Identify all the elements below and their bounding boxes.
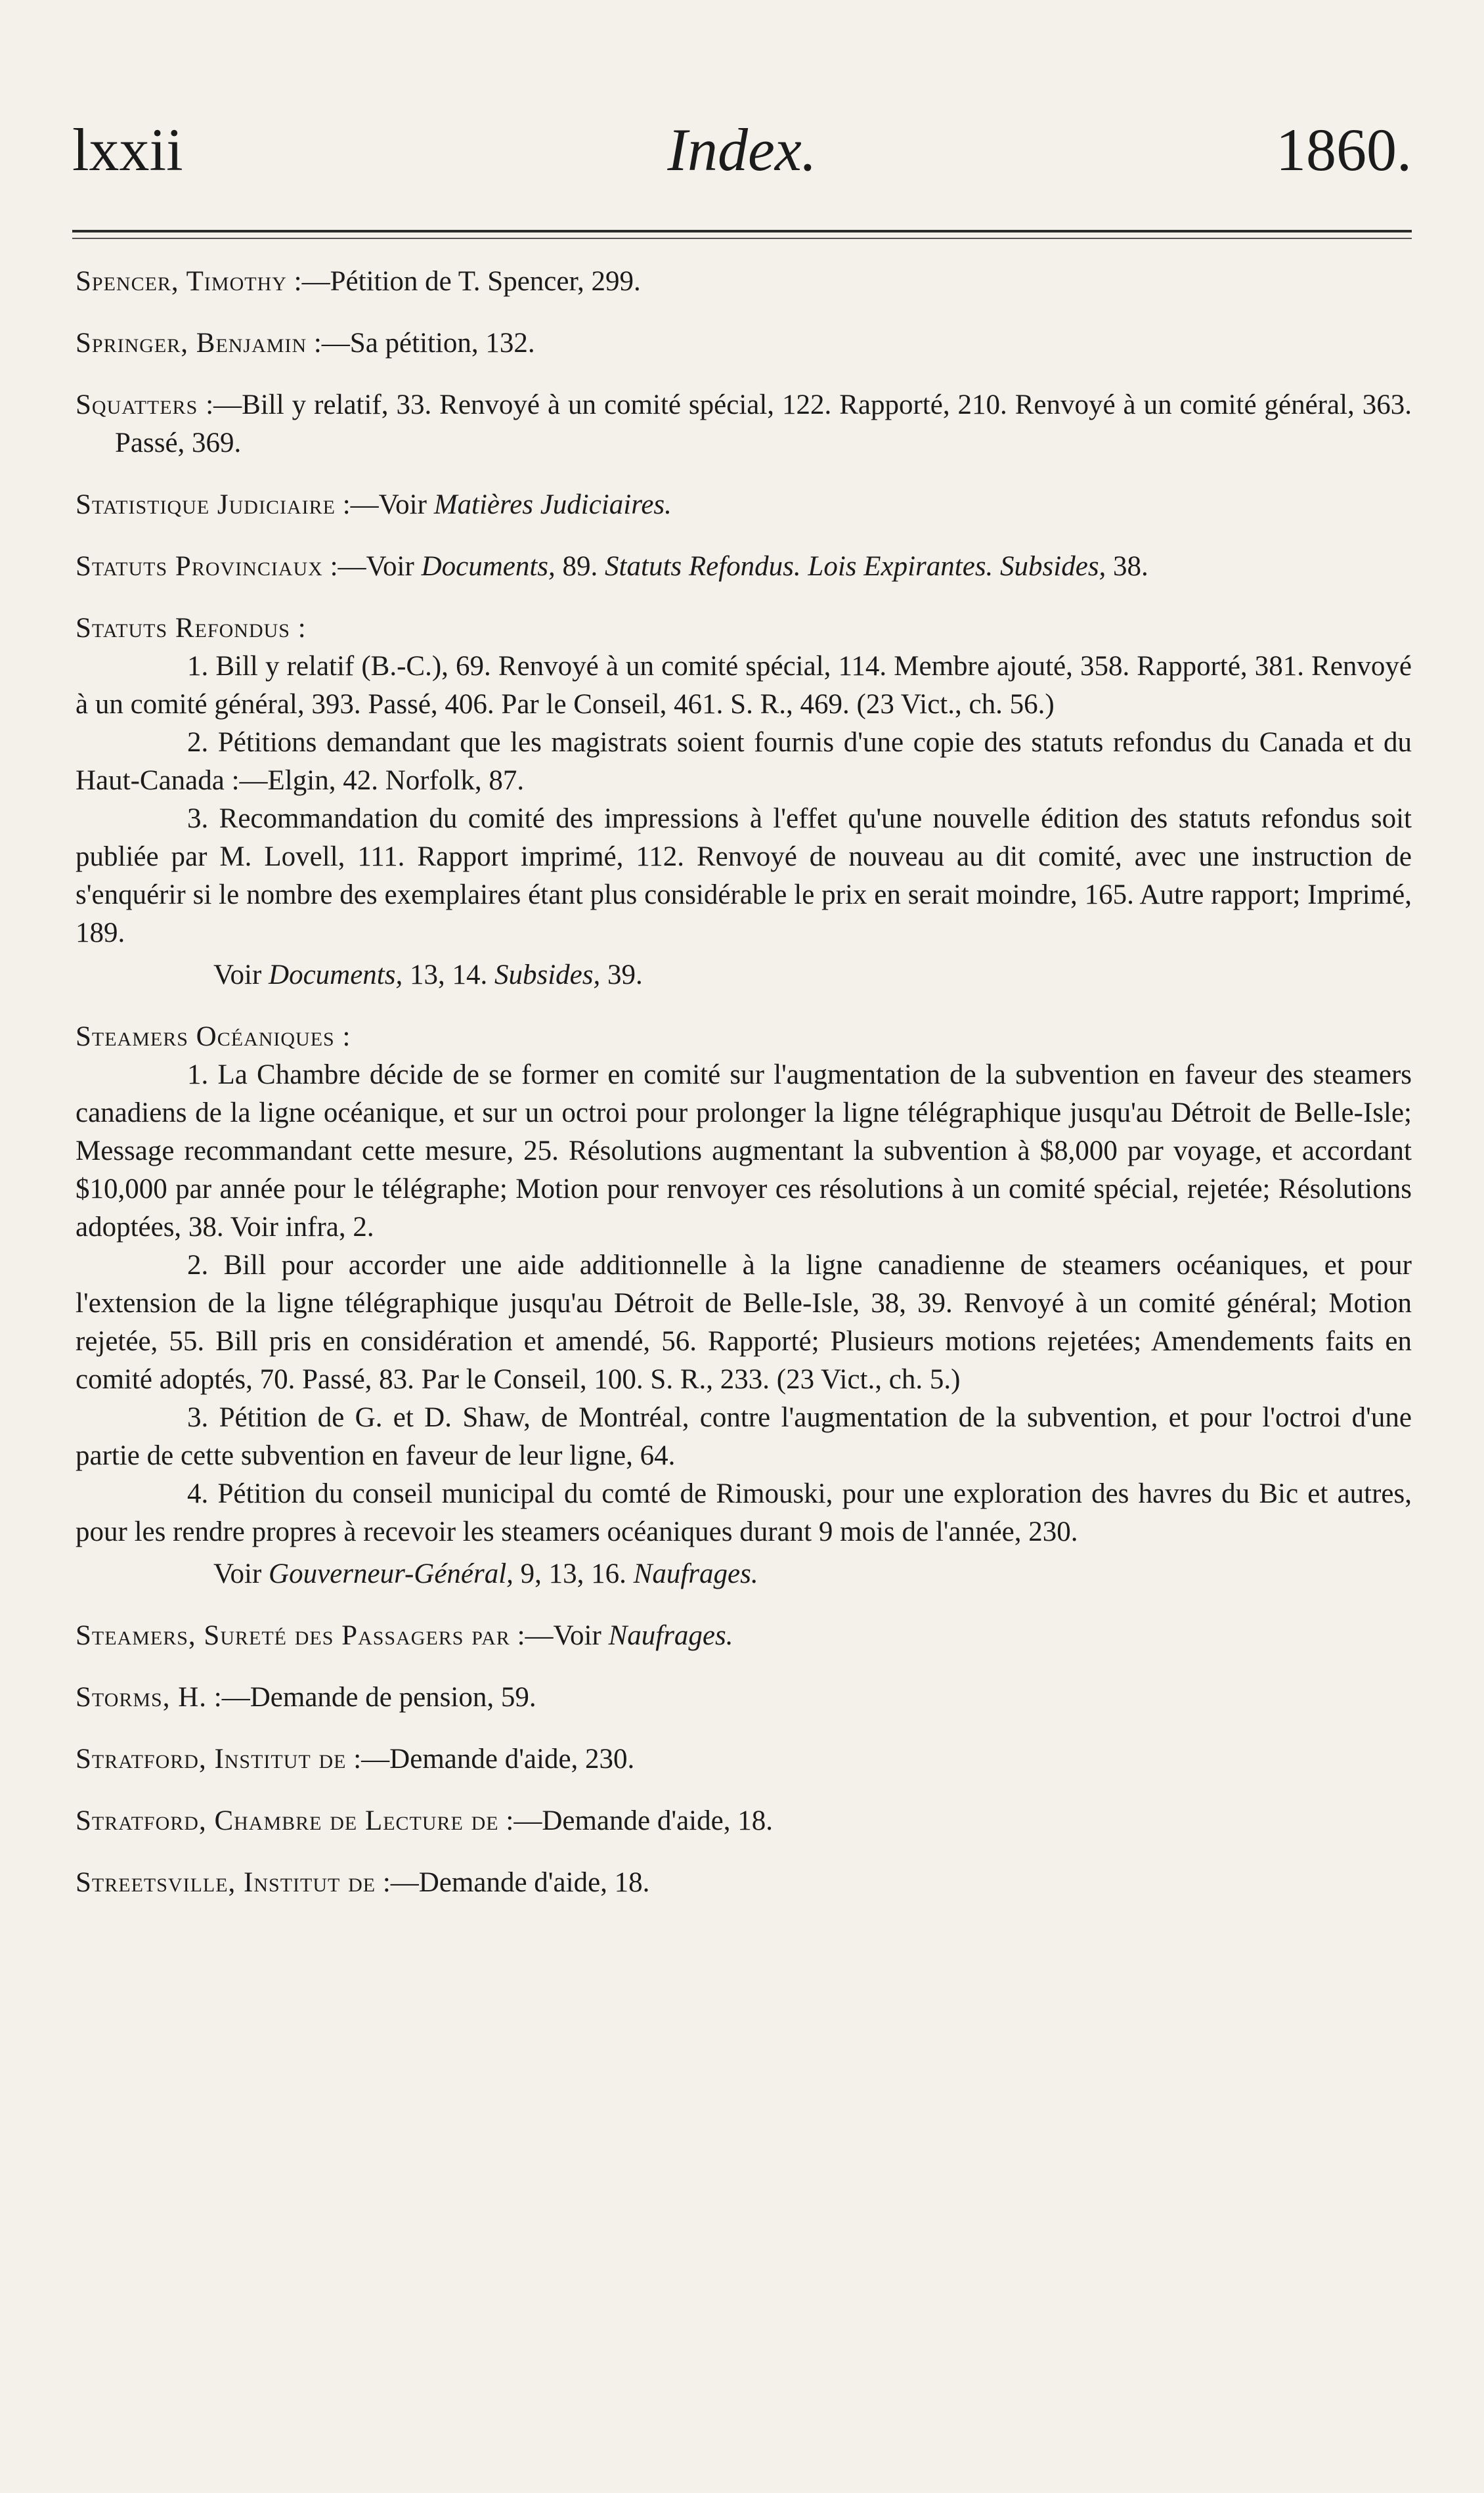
page-header bbox=[72, 115, 1412, 187]
entry-heading: Stratford, Institut de bbox=[76, 1744, 347, 1775]
entry-text: 13, 14. bbox=[403, 960, 494, 990]
entry-heading: Springer, Benjamin bbox=[76, 328, 307, 359]
page-title: Index. bbox=[667, 116, 817, 183]
entry-crossref: Gouverneur-Général, bbox=[269, 1558, 513, 1589]
voir-label: Voir bbox=[213, 960, 269, 990]
entry-heading: Spencer, Timothy bbox=[76, 266, 287, 297]
index-entry-statistique bbox=[76, 486, 1412, 524]
entry-text: :—Voir bbox=[335, 489, 434, 520]
entry-crossref: Statuts Refondus. Lois Expirantes. Subsides, bbox=[605, 551, 1106, 582]
entry-text: :—Bill y relatif, 33. Renvoyé à un comité spécial, 122. Rapporté, 210. Renvoyé à un comité général, 363. Passé, 369. bbox=[115, 389, 1412, 458]
index-entry-stratford-institut bbox=[76, 1740, 1412, 1778]
index-entry-steamers-oceaniques bbox=[76, 1018, 1412, 1593]
index-entry-statuts-provinciaux bbox=[76, 548, 1412, 586]
entry-text: :—Sa pétition, 132. bbox=[307, 328, 535, 359]
index-entry-statuts-refondus bbox=[76, 609, 1412, 994]
entry-text: 39. bbox=[600, 960, 643, 990]
header-rule bbox=[72, 230, 1412, 232]
entry-text: 9, 13, 16. bbox=[513, 1558, 634, 1589]
entry-text: :—Voir bbox=[322, 551, 422, 582]
entry-text: :—Pétition de T. Spencer, 299. bbox=[286, 266, 641, 297]
entry-heading: Storms, H. bbox=[76, 1682, 207, 1713]
entry-voir bbox=[76, 956, 1412, 994]
entry-item: 3. Recommandation du comité des impressions à l'effet qu'une nouvelle édition des statuts refondus soit publiée par M. Lovell, 111. Rapport imprimé, 112. Renvoyé de nouveau au dit comité, avec une instruction de s'enquérir si le nombre des exemplaires étant plus considérable le prix en serait moindre, 165. Autre rapport; Imprimé, 189. bbox=[76, 803, 1412, 948]
index-entry-spencer bbox=[76, 263, 1412, 301]
entry-text: 89. bbox=[555, 551, 605, 582]
entry-heading: Stratford, Chambre de Lecture de bbox=[76, 1805, 499, 1836]
entry-text: :—Voir bbox=[510, 1620, 609, 1651]
page-number: lxxii bbox=[72, 116, 183, 183]
index-body bbox=[76, 263, 1412, 1926]
entry-heading: Squatters bbox=[76, 389, 198, 420]
entry-voir bbox=[76, 1555, 1412, 1593]
entry-item: 2. Pétitions demandant que les magistrats soient fournis d'une copie des statuts refondus du Canada et du Haut-Canada :—Elgin, 42. Norfolk, 87. bbox=[76, 727, 1412, 796]
entry-heading: Statuts Provinciaux bbox=[76, 551, 323, 582]
entry-text: :—Demande d'aide, 18. bbox=[376, 1867, 650, 1898]
voir-label: Voir bbox=[213, 1558, 269, 1589]
index-entry-springer bbox=[76, 324, 1412, 363]
index-entry-squatters bbox=[76, 386, 1412, 462]
entry-heading: Streetsville, Institut de bbox=[76, 1867, 376, 1898]
entry-crossref: Naufrages. bbox=[608, 1620, 733, 1651]
entry-text: :—Demande d'aide, 230. bbox=[346, 1744, 635, 1775]
entry-crossref: Subsides, bbox=[494, 960, 601, 990]
entry-text: 38. bbox=[1106, 551, 1148, 582]
entry-heading: Statistique Judiciaire bbox=[76, 489, 336, 520]
header-rule-thin bbox=[72, 238, 1412, 239]
page-year: 1860. bbox=[1276, 116, 1412, 183]
entry-crossref: Naufrages. bbox=[633, 1558, 758, 1589]
entry-item: 4. Pétition du conseil municipal du comté de Rimouski, pour une exploration des havres du Bic et autres, pour les rendre propres à recevoir les steamers océaniques durant 9 mois de l'année, 230. bbox=[76, 1478, 1412, 1547]
entry-crossref: Documents, bbox=[269, 960, 403, 990]
entry-item: 1. Bill y relatif (B.-C.), 69. Renvoyé à un comité spécial, 114. Membre ajouté, 358. Rapporté, 381. Renvoyé à un comité général, 393. Passé, 406. Par le Conseil, 461. S. R., 469. (23 Vict., ch. 56.) bbox=[76, 651, 1412, 720]
index-entry-streetsville bbox=[76, 1864, 1412, 1902]
index-entry-stratford-chambre bbox=[76, 1802, 1412, 1840]
entry-crossref: Documents, bbox=[421, 551, 556, 582]
entry-text: :—Demande d'aide, 18. bbox=[498, 1805, 773, 1836]
index-entry-steamers-surete bbox=[76, 1617, 1412, 1655]
entry-heading: Steamers, Sureté des Passagers par bbox=[76, 1620, 510, 1651]
entry-text: :—Demande de pension, 59. bbox=[207, 1682, 536, 1713]
entry-heading: Steamers Océaniques : bbox=[76, 1021, 351, 1052]
entry-item: 2. Bill pour accorder une aide additionnelle à la ligne canadienne de steamers océaniques, et pour l'extension de la ligne télégraphique jusqu'au Détroit de Belle-Isle, 38, 39. Renvoyé à un comité général; Motion rejetée, 55. Bill pris en considération et amendé, 56. Rapporté; Plusieurs motions rejetées; Amendements faits en comité adoptés, 70. Passé, 83. Par le Conseil, 100. S. R., 233. (23 Vict., ch. 5.) bbox=[76, 1250, 1412, 1395]
entry-item: 3. Pétition de G. et D. Shaw, de Montréal, contre l'augmentation de la subvention, et pour l'octroi d'une partie de cette subvention en faveur de leur ligne, 64. bbox=[76, 1402, 1412, 1471]
entry-crossref: Matières Judiciaires. bbox=[433, 489, 672, 520]
entry-heading: Statuts Refondus : bbox=[76, 613, 307, 644]
entry-item: 1. La Chambre décide de se former en comité sur l'augmentation de la subvention en faveur des steamers canadiens de la ligne océanique, et sur un octroi pour prolonger la ligne télégraphique jusqu'au Détroit de Belle-Isle; Message recommandant cette mesure, 25. Résolutions augmentant la subvention à $8,000 par voyage, et accordant $10,000 par année pour le télégraphe; Motion pour renvoyer ces résolutions à un comité spécial, rejetée; Résolutions adoptées, 38. Voir infra, 2. bbox=[76, 1059, 1412, 1243]
index-entry-storms bbox=[76, 1679, 1412, 1717]
